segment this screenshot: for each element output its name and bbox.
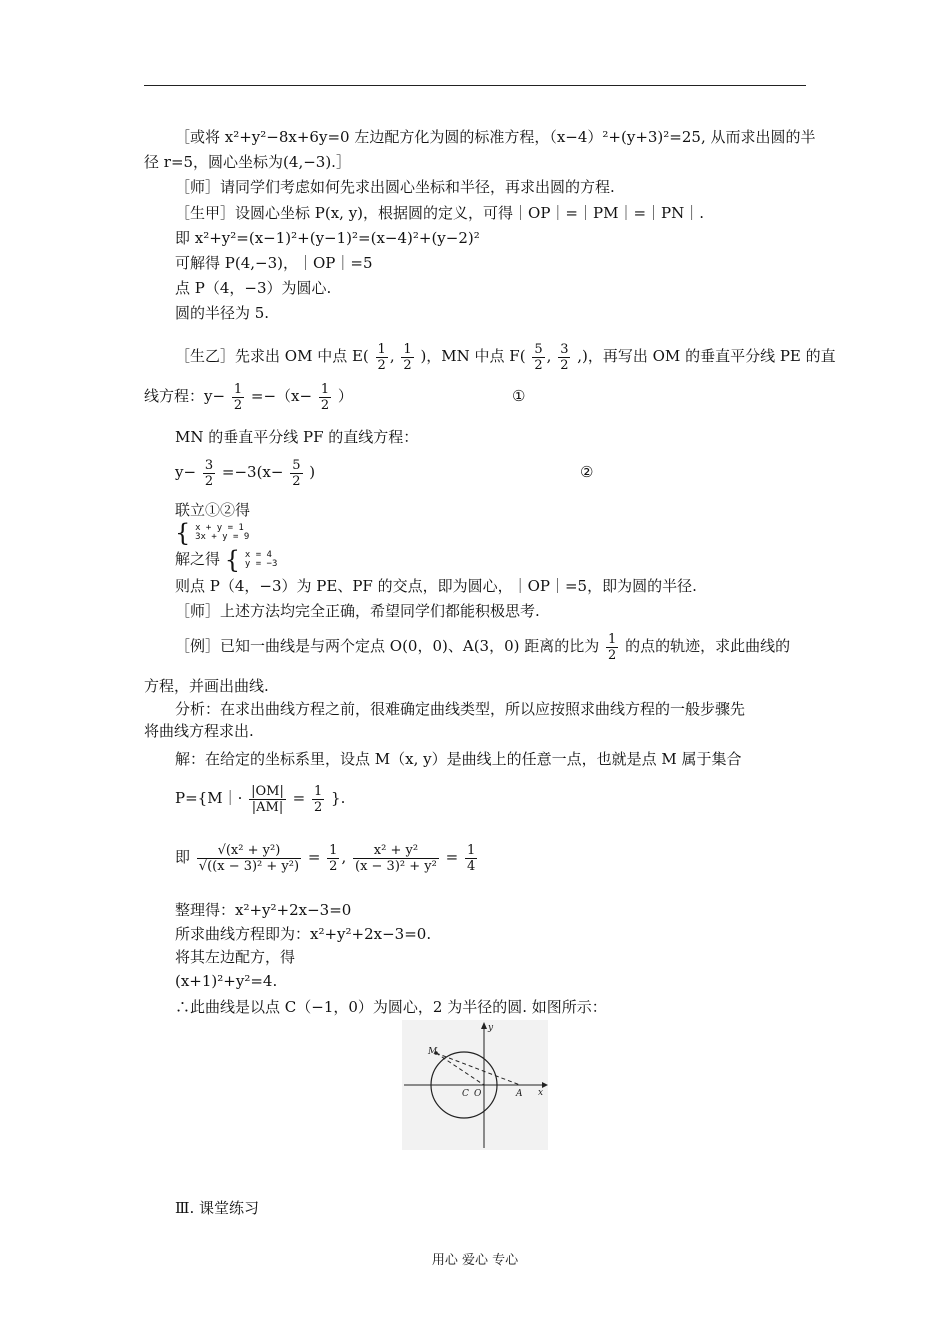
header-rule xyxy=(144,85,806,86)
text-line-28: (x+1)²+y²=4. xyxy=(175,972,278,990)
frac-num: 5 xyxy=(292,457,301,473)
fraction-square-ratio xyxy=(353,843,439,874)
frac-den: 2 xyxy=(313,799,323,815)
frac-den: 2 xyxy=(403,357,412,373)
text-line-10 xyxy=(144,378,353,414)
text-line-26: 所求曲线方程即为：x²+y²+2x−3=0. xyxy=(175,925,432,943)
circle-figure xyxy=(402,1020,548,1150)
text-line-2: 径 r=5，圆心坐标为(4,−3).］ xyxy=(144,153,351,171)
fraction-half xyxy=(232,382,244,413)
y-axis-label: y xyxy=(488,1023,494,1033)
system-eq: x + y = 1 xyxy=(195,523,244,533)
frac-num: 1 xyxy=(377,341,386,357)
frac-den: √((x − 3)² + y²) xyxy=(198,858,300,874)
text-line-22: 解：在给定的坐标系里，设点 M（x, y）是曲线上的任意一点，也就是点 M 属于集合 xyxy=(175,750,742,768)
frac-num: |OM| xyxy=(251,783,284,799)
o-label: O xyxy=(474,1089,482,1099)
text-line-5: 即 x²+y²=(x−1)²+(y−1)²=(x−4)²+(y−2)² xyxy=(175,229,480,247)
text-line-10a: 线方程：y− xyxy=(144,387,226,405)
fraction-half xyxy=(327,843,339,874)
text-line-21: 将曲线方程求出. xyxy=(144,722,254,740)
frac-num: 3 xyxy=(560,341,569,357)
text-line-9: ［生乙］先求出 OM 中点 E( $\frac{1}{2}$ , $\frac{1}{2}$ )，MN 中点 F( $\frac{5}{2}$ , $\frac{3}{2}$ ,)，再写出 OM 的垂直平分线 PE 的直 xyxy=(175,341,836,373)
text-line-12a: y− xyxy=(175,463,197,481)
text-line-4: ［生甲］设圆心坐标 P(x, y)，根据圆的定义，可得｜OP｜=｜PM｜=｜PN｜. xyxy=(175,204,705,222)
text-line-12b: =−3(x− xyxy=(221,463,284,481)
text-line-16: 则点 P（4，−3）为 PE、PF 的交点，即为圆心，｜OP｜=5，即为圆的半径. xyxy=(175,577,697,595)
text-line-19: 方程，并画出曲线. xyxy=(144,677,269,695)
fraction-om-am xyxy=(249,784,286,815)
text-line-18 xyxy=(175,628,790,664)
text-line-17: ［师］上述方法均完全正确，希望同学们都能积极思考. xyxy=(175,602,540,620)
text-line-13: 联立①②得 xyxy=(175,501,251,519)
text-line-18b: 的点的轨迹，求此曲线的 xyxy=(625,637,791,655)
system-eq: y = −3 xyxy=(244,559,278,569)
text-line-10b: =−（x− xyxy=(250,387,313,405)
system-eq: 3x + y = 9 xyxy=(195,532,250,542)
frac-num: 1 xyxy=(320,381,330,397)
frac-num: x² + y² xyxy=(353,843,439,859)
circle-figure-svg xyxy=(402,1020,548,1150)
text-line-29: ∴此曲线是以点 C（−1，0）为圆心，2 为半径的圆. 如图所示： xyxy=(175,998,607,1016)
fraction-half xyxy=(319,382,331,413)
frac-num: 1 xyxy=(403,341,412,357)
fraction-five-halves xyxy=(532,342,544,373)
text-line-11: MN 的垂直平分线 PF 的直线方程： xyxy=(175,428,419,446)
text-line-6: 可解得 P(4,−3)，｜OP｜=5 xyxy=(175,254,373,272)
x-axis-label: x xyxy=(538,1088,544,1098)
text-line-12c: ) xyxy=(309,463,316,481)
text-line-1: ［或将 x²+y²−8x+6y=0 左边配方化为圆的标准方程，（x−4）²+(y+3)²=25, 从而求出圆的半 xyxy=(175,128,816,146)
brace: { xyxy=(175,519,191,547)
fraction-sqrt-ratio xyxy=(197,843,301,874)
fraction-half xyxy=(401,342,413,373)
frac-den: 2 xyxy=(292,473,301,489)
text-line-10c: ） xyxy=(337,387,353,405)
text-line-24a: 即 xyxy=(175,848,191,866)
c-label: C xyxy=(462,1089,469,1099)
text-line-9b: )，MN 中点 F( xyxy=(420,347,526,365)
frac-den: 2 xyxy=(320,397,330,413)
fraction-three-halves xyxy=(203,458,215,489)
text-line-8: 圆的半径为 5. xyxy=(175,304,270,322)
text-line-7: 点 P（4，−3）为圆心. xyxy=(175,279,332,297)
frac-num: 1 xyxy=(608,631,617,647)
text-line-23: P={M｜· $\frac{|OM|}{|AM|}$ = $\frac{1}{2}$ }. xyxy=(175,783,346,815)
fraction-quarter xyxy=(465,843,477,874)
frac-num: 1 xyxy=(329,842,338,858)
frac-den: |AM| xyxy=(251,799,284,815)
text-line-9a: ［生乙］先求出 OM 中点 E( xyxy=(175,347,369,365)
equation-marker-2: ② xyxy=(580,463,594,481)
frac-den: 2 xyxy=(534,357,543,373)
fraction-half xyxy=(606,632,618,663)
text-line-27: 将其左边配方，得 xyxy=(175,948,296,966)
text-line-20: 分析：在求出曲线方程之前，很难确定曲线类型，所以应按照求曲线方程的一般步骤先 xyxy=(175,700,746,718)
fraction-half xyxy=(312,784,324,815)
fraction-half xyxy=(376,342,388,373)
frac-num: 1 xyxy=(233,381,243,397)
frac-den: 2 xyxy=(233,397,243,413)
text-line-25: 整理得：x²+y²+2x−3=0 xyxy=(175,901,352,919)
solve-label: 解之得 xyxy=(175,550,221,568)
equation-system-1 xyxy=(175,519,250,547)
text-line-23a: P={M｜· xyxy=(175,789,243,807)
text-line-23b: }. xyxy=(331,789,346,807)
frac-den: 2 xyxy=(329,858,338,874)
frac-num: 1 xyxy=(466,842,476,858)
fraction-five-halves xyxy=(290,458,302,489)
frac-den: 4 xyxy=(466,858,476,874)
m-label: M xyxy=(428,1047,438,1057)
frac-num: 1 xyxy=(313,783,323,799)
text-line-24: 即 $\frac{\text{√(x² + y²)}}{\text{√((x − 3)² + y²)}}$ = $\frac{1}{2}$ , $\frac{\text{x² + y²}}{\text{(x − 3)² + y²}}$ = $\frac{1}{4}$ xyxy=(175,842,476,874)
fraction-three-halves xyxy=(558,342,570,373)
text-line-18a: ［例］已知一曲线是与两个定点 O(0，0)、A(3，0) 距离的比为 xyxy=(175,637,600,655)
frac-num: 3 xyxy=(204,457,214,473)
page-footer: 用心 爱心 专心 xyxy=(431,1253,519,1268)
y-axis-arrow xyxy=(481,1022,487,1029)
frac-den: 2 xyxy=(608,647,617,663)
section-heading: Ⅲ. 课堂练习 xyxy=(175,1199,260,1217)
text-line-9c: ,)，再写出 OM 的垂直平分线 PE 的直 xyxy=(577,347,836,365)
frac-num: √(x² + y²) xyxy=(197,843,301,859)
a-label: A xyxy=(516,1089,523,1099)
text-line-12 xyxy=(175,454,315,490)
frac-den: (x − 3)² + y² xyxy=(355,858,437,874)
system-lines xyxy=(195,524,249,542)
frac-den: 2 xyxy=(560,357,569,373)
frac-den: 2 xyxy=(204,473,214,489)
brace: { xyxy=(224,546,241,574)
system-lines xyxy=(245,551,278,569)
segment-ma xyxy=(436,1053,520,1085)
equation-marker-1: ① xyxy=(512,387,526,405)
frac-den: 2 xyxy=(377,357,386,373)
text-line-3: ［师］请同学们考虑如何先求出圆心坐标和半径，再求出圆的方程. xyxy=(175,178,615,196)
frac-num: 5 xyxy=(534,341,543,357)
text-line-15 xyxy=(175,546,278,574)
system-eq: x = 4 xyxy=(244,550,272,560)
